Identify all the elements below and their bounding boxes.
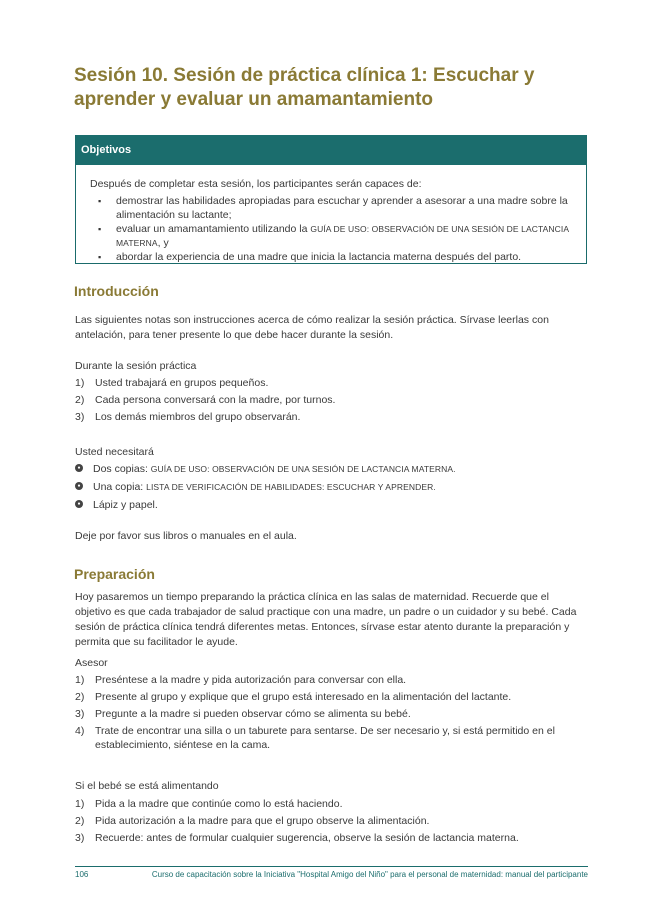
- item-number: 4): [75, 725, 85, 737]
- bullet-icon: ●: [75, 500, 83, 508]
- feeding-list: [75, 797, 580, 848]
- needs-list: [75, 462, 580, 516]
- advisor-list: [75, 673, 580, 755]
- item-text: Dos copias:: [93, 463, 151, 475]
- list-item: [75, 797, 580, 811]
- item-text: Recuerde: antes de formular cualquier sugerencia, observe la sesión de lactancia materna.: [95, 832, 519, 844]
- item-text: Pregunte a la madre si pueden observar cómo se alimenta su bebé.: [95, 708, 411, 720]
- list-item: [75, 393, 580, 407]
- objective-item: [94, 195, 582, 222]
- item-number: 1): [75, 377, 85, 389]
- item-text: Pida a la madre que continúe como lo está haciendo.: [95, 798, 343, 810]
- item-number: 3): [75, 708, 85, 720]
- list-item: [75, 376, 580, 390]
- item-text: Los demás miembros del grupo observarán.: [95, 411, 301, 423]
- objective-text: demostrar las habilidades apropiadas para escuchar y aprender a asesorar a una madre sobre la alimentación su lactante;: [116, 195, 568, 221]
- footer-divider: [75, 866, 588, 867]
- prep-paragraph: Hoy pasaremos un tiempo preparando la práctica clínica en las salas de maternidad. Recuerde que el objetivo es que cada trabajador de salud practique con una madre, un padre o un cuidador y su bebé. Cada sesión de práctica clínica tendrá diferentes metas. Entonces, sírvase estar atento durante la preparación y permita que su facilitador le ayude.: [75, 591, 577, 648]
- guide-reference: GUÍA DE USO: OBSERVACIÓN DE UNA SESIÓN DE LACTANCIA MATERNA.: [150, 464, 456, 474]
- item-text: Una copia:: [93, 481, 147, 493]
- list-item: [75, 724, 580, 752]
- prep-heading: Preparación: [74, 566, 155, 582]
- objective-text: evaluar un amamantamiento utilizando la: [116, 223, 311, 235]
- item-number: 3): [75, 411, 85, 423]
- item-text: Trate de encontrar una silla o un taburete para sentarse. De ser necesario y, si está permitido en el establecimiento, siéntese en la cama.: [95, 725, 555, 751]
- objective-item: [94, 223, 582, 250]
- bullet-icon: ●: [75, 482, 83, 490]
- objectives-heading: Objetivos: [76, 135, 586, 165]
- leave-note: Deje por favor sus libros o manuales en el aula.: [75, 530, 297, 542]
- list-item: [75, 707, 580, 721]
- item-number: 2): [75, 691, 85, 703]
- intro-paragraph: Las siguientes notas son instrucciones acerca de cómo realizar la sesión práctica. Sírvase leerlas con antelación, para tener presente lo que debe hacer durante la sesión.: [75, 314, 549, 341]
- checklist-reference: LISTA DE VERIFICACIÓN DE HABILIDADES: ESCUCHAR Y APRENDER.: [146, 482, 436, 492]
- feeding-heading: Si el bebé se está alimentando: [75, 780, 219, 792]
- item-text: Cada persona conversará con la madre, por turnos.: [95, 394, 336, 406]
- during-list: [75, 376, 580, 427]
- objectives-intro: Después de completar esta sesión, los participantes serán capaces de:: [90, 178, 422, 190]
- item-number: 2): [75, 394, 85, 406]
- item-text: Presente al grupo y explique que el grupo está interesado en la alimentación del lactante.: [95, 691, 512, 703]
- page-number: 106: [75, 870, 89, 879]
- guide-reference: GUÍA DE USO: OBSERVACIÓN DE UNA SESIÓN DE LACTANCIA MATERNA: [116, 224, 569, 248]
- objectives-list: [94, 195, 582, 266]
- session-title: Sesión 10. Sesión de práctica clínica 1: Escuchar y aprender y evaluar un amamantamiento: [74, 65, 535, 110]
- list-item: [75, 498, 580, 512]
- intro-heading: Introducción: [74, 283, 159, 299]
- footer-text: Curso de capacitación sobre la Iniciativa "Hospital Amigo del Niño" para el personal de maternidad: manual del participante: [151, 870, 588, 879]
- list-item: [75, 831, 580, 845]
- item-number: 2): [75, 815, 85, 827]
- list-item: [75, 480, 580, 494]
- item-number: 1): [75, 798, 85, 810]
- list-item: [75, 410, 580, 424]
- item-text: Usted trabajará en grupos pequeños.: [95, 377, 269, 389]
- objective-text: , y: [157, 236, 169, 249]
- item-number: 3): [75, 832, 85, 844]
- bullet-icon: ●: [75, 464, 83, 472]
- list-item: [75, 690, 580, 704]
- item-number: 1): [75, 674, 85, 686]
- list-item: [75, 462, 580, 476]
- objective-text: abordar la experiencia de una madre que inicia la lactancia materna después del parto.: [116, 251, 522, 263]
- item-text: Pida autorización a la madre para que el grupo observe la alimentación.: [95, 815, 430, 827]
- objective-item: [94, 251, 582, 265]
- list-item: [75, 673, 580, 687]
- item-text: Lápiz y papel.: [93, 499, 158, 511]
- advisor-heading: Asesor: [75, 657, 108, 669]
- needs-heading: Usted necesitará: [75, 446, 154, 458]
- during-heading: Durante la sesión práctica: [75, 360, 197, 372]
- objectives-box: [75, 135, 587, 264]
- list-item: [75, 814, 580, 828]
- item-text: Preséntese a la madre y pida autorización para conversar con ella.: [95, 674, 407, 686]
